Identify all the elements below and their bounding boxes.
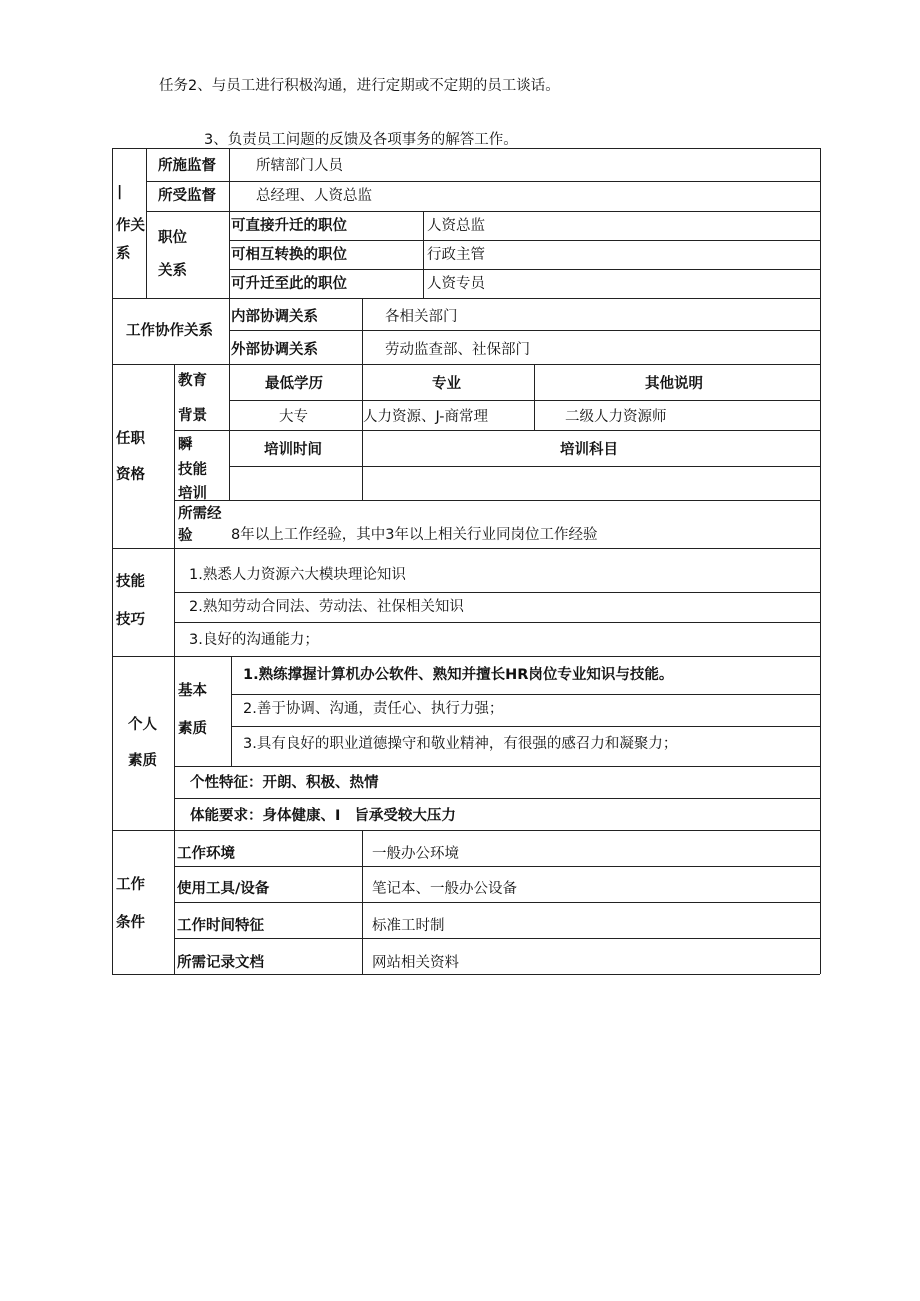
divider [174, 500, 820, 501]
supervises-value: 所辖部门人员 [256, 158, 343, 174]
divider [362, 298, 363, 364]
table-border-left [112, 148, 113, 974]
experience-label: 所需经 [178, 506, 222, 522]
promote-to-label: 可直接升迁的职位 [231, 218, 347, 234]
divider [174, 430, 820, 431]
supervised-by-value: 总经理、人资总监 [256, 188, 372, 204]
training-label: 培训 [178, 486, 207, 500]
promote-from-label: 可升迁至此的职位 [231, 276, 347, 292]
divider [146, 211, 820, 212]
divider [229, 148, 230, 298]
physical-requirement-part: 体能要求：身体健康、I [190, 808, 341, 824]
divider [174, 938, 820, 939]
divider [229, 364, 230, 500]
records-label: 所需记录文档 [177, 955, 264, 971]
section-label: 素质 [128, 753, 157, 769]
divider [229, 240, 820, 241]
work-time-label: 工作时间特征 [177, 918, 264, 934]
training-label: 技能 [178, 462, 207, 478]
promote-from-value: 人资专员 [427, 276, 485, 292]
section-label: 技能 [116, 574, 145, 590]
divider [231, 694, 820, 695]
supervises-label: 所施监督 [158, 158, 216, 174]
basic-quality-item: 3.具有良好的职业道德操守和敬业精神，有很强的感召力和凝聚力； [243, 736, 678, 752]
col-major-header: 专业 [432, 376, 461, 392]
internal-label: 内部协调关系 [231, 309, 318, 325]
divider [174, 656, 175, 830]
section-label: 条件 [116, 915, 145, 931]
item3-text: 3、负责员工问题的反馈及各项事务的解答工作。 [204, 132, 518, 148]
divider [174, 622, 820, 623]
education-label: 教育 [178, 373, 207, 389]
divider [362, 364, 363, 500]
divider [112, 830, 820, 831]
divider [423, 211, 424, 298]
divider [174, 766, 820, 767]
divider [174, 364, 175, 548]
col-training-subject-header: 培训科目 [560, 442, 618, 458]
other-value: 二级人力资源师 [565, 409, 667, 425]
basic-qualities-label: 基本 [178, 683, 207, 699]
degree-value: 大专 [279, 409, 308, 425]
external-value: 劳动监查部、社保部门 [385, 342, 530, 358]
tools-value: 笔记本、一般办公设备 [372, 881, 517, 897]
section-label: 任职 [116, 431, 145, 447]
divider [174, 798, 820, 799]
section-label: 系 [116, 246, 131, 262]
task2-text: 任务2、与员工进行积极沟通，进行定期或不定期的员工谈话。 [159, 78, 560, 94]
promote-to-value: 人资总监 [427, 218, 485, 234]
divider [229, 400, 820, 401]
tools-label: 使用工具/设备 [177, 881, 270, 897]
section-label: 工作 [116, 877, 145, 893]
education-label: 背景 [178, 408, 207, 424]
skill-item: 3.良好的沟通能力； [189, 632, 319, 648]
section-label: | [117, 184, 123, 200]
divider [229, 298, 230, 364]
training-label-clip [174, 484, 229, 500]
divider [231, 726, 820, 727]
section-label: 资格 [116, 467, 145, 483]
divider [174, 902, 820, 903]
divider [229, 269, 820, 270]
section-label: 技巧 [116, 612, 145, 628]
skill-item: 2.熟知劳动合同法、劳动法、社保相关知识 [189, 599, 464, 615]
records-value: 网站相关资料 [372, 955, 459, 971]
supervised-by-label: 所受监督 [158, 188, 216, 204]
training-label: 瞬 [178, 437, 193, 453]
divider [112, 656, 820, 657]
basic-quality-item: 1.熟练撑握计算机办公软件、熟知并擅长HR岗位专业知识与技能。 [243, 667, 674, 683]
position-relation-label: 关系 [158, 263, 187, 279]
external-label: 外部协调关系 [231, 342, 318, 358]
section-label: 工作协作关系 [126, 323, 213, 339]
physical-requirement-text [190, 807, 456, 825]
col-training-time-header: 培训时间 [264, 442, 322, 458]
col-other-header: 其他说明 [645, 376, 703, 392]
table-border-right [820, 148, 821, 974]
internal-value: 各相关部门 [385, 309, 458, 325]
environment-value: 一般办公环境 [372, 846, 459, 862]
section-label: 个人 [128, 717, 157, 733]
rotate-value: 行政主管 [427, 247, 485, 263]
table-border-top [112, 148, 820, 149]
experience-value: 8年以上工作经验，其中3年以上相关行业同岗位工作经验 [231, 527, 598, 543]
skill-item: 1.熟悉人力资源六大模块理论知识 [189, 567, 406, 583]
divider [146, 181, 820, 182]
divider [174, 548, 175, 656]
divider [229, 330, 820, 331]
rotate-label: 可相互转换的职位 [231, 247, 347, 263]
major-value: 人力资源、J-商常理 [363, 409, 488, 425]
divider [146, 148, 147, 298]
divider [174, 592, 820, 593]
basic-quality-item: 2.善于协调、沟通，责任心、执行力强； [243, 701, 504, 717]
work-time-value: 标准工时制 [372, 918, 445, 934]
personality-text: 个性特征：开朗、积极、热情 [190, 775, 379, 791]
divider [112, 298, 820, 299]
environment-label: 工作环境 [177, 846, 235, 862]
section-label: 作关 [116, 218, 145, 234]
divider [229, 466, 820, 467]
table-border-bottom [112, 974, 820, 975]
divider [231, 656, 232, 766]
physical-requirement-part: 旨承受较大压力 [354, 808, 456, 824]
experience-label: 验 [178, 528, 193, 544]
divider [112, 548, 820, 549]
position-relation-label: 职位 [158, 230, 187, 246]
col-degree-header: 最低学历 [265, 376, 323, 392]
divider [112, 364, 820, 365]
basic-qualities-label: 素质 [178, 721, 207, 737]
divider [174, 866, 820, 867]
divider [534, 364, 535, 430]
